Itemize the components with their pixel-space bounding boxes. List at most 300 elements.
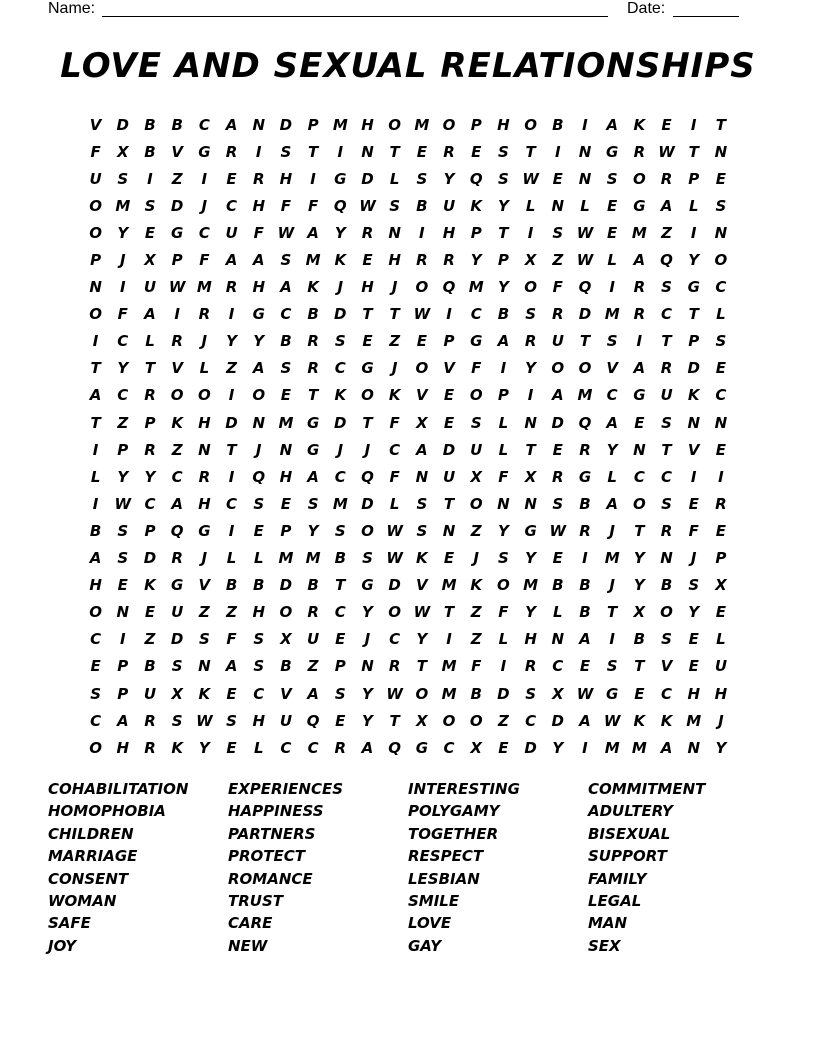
grid-letter: I (119, 278, 126, 297)
grid-letter: A (633, 251, 646, 270)
grid-letter: U (89, 169, 102, 188)
grid-letter: E (607, 223, 618, 242)
grid-letter: Q (252, 467, 266, 486)
grid-letter: O (361, 521, 374, 540)
grid-letter: B (579, 603, 591, 622)
grid-letter: F (688, 521, 699, 540)
grid-letter: E (688, 630, 699, 649)
grid-letter: J (391, 278, 398, 297)
grid-letter: R (144, 711, 156, 730)
grid-letter: O (524, 115, 537, 134)
word-list-item: BISEXUAL (588, 824, 671, 843)
grid-letter: O (252, 386, 266, 405)
grid-letter: L (716, 630, 726, 649)
word-list-item: POLYGAMY (408, 802, 500, 821)
grid-letter: Q (306, 711, 320, 730)
grid-letter: V (280, 684, 292, 703)
grid-letter: I (92, 494, 99, 513)
grid-letter: V (171, 142, 183, 161)
grid-letter: A (89, 549, 102, 568)
grid-letter: C (633, 467, 645, 486)
grid-letter: J (201, 332, 208, 351)
grid-letter: N (198, 657, 211, 676)
grid-letter: N (89, 278, 102, 297)
word-list-item: TRUST (228, 891, 283, 910)
grid-letter: Y (688, 251, 700, 270)
grid-letter: P (470, 223, 482, 242)
grid-letter: B (660, 576, 673, 595)
grid-letter: R (361, 223, 374, 242)
grid-letter: B (307, 305, 319, 324)
word-list-item: FAMILY (588, 869, 647, 888)
grid-letter: O (89, 738, 102, 757)
grid-letter: N (633, 440, 646, 459)
grid-letter: E (634, 413, 645, 432)
grid-letter: I (255, 142, 262, 161)
grid-letter: I (582, 115, 588, 134)
grid-letter: O (388, 603, 402, 622)
grid-letter: G (578, 467, 592, 486)
grid-letter: E (226, 738, 237, 757)
word-list-item: CARE (228, 914, 273, 933)
grid-letter: I (500, 359, 507, 378)
grid-letter: C (443, 738, 455, 757)
grid-letter: S (144, 196, 156, 215)
grid-letter: Z (307, 657, 319, 676)
grid-letter: A (280, 278, 292, 297)
grid-letter: U (470, 440, 483, 459)
grid-letter: A (225, 251, 238, 270)
grid-letter: W (386, 521, 403, 540)
grid-letter: S (606, 657, 618, 676)
grid-letter: Q (660, 251, 673, 270)
grid-letter: S (606, 169, 618, 188)
grid-letter: H (442, 223, 456, 242)
grid-letter: M (468, 278, 484, 297)
grid-letter: C (226, 196, 238, 215)
grid-letter: K (388, 386, 401, 405)
grid-letter: T (715, 115, 727, 134)
grid-letter: D (225, 413, 238, 432)
grid-letter: S (552, 494, 564, 513)
grid-letter: T (443, 494, 455, 513)
grid-letter: O (524, 278, 537, 297)
grid-letter: H (198, 494, 211, 513)
grid-letter: H (361, 278, 374, 297)
grid-letter: B (171, 115, 183, 134)
grid-letter: O (497, 576, 510, 595)
grid-letter: Y (117, 359, 129, 378)
grid-letter: O (89, 196, 102, 215)
grid-letter: K (416, 549, 428, 568)
grid-letter: P (307, 115, 319, 134)
grid-letter: S (171, 657, 183, 676)
grid-letter: Q (578, 413, 592, 432)
grid-letter: W (359, 196, 376, 215)
grid-letter: G (252, 305, 265, 324)
grid-letter: Y (253, 332, 265, 351)
grid-letter: I (228, 467, 235, 486)
grid-letter: W (386, 549, 403, 568)
grid-letter: W (114, 494, 132, 513)
grid-letter: F (389, 467, 400, 486)
grid-letter: U (442, 467, 456, 486)
grid-letter: B (307, 576, 319, 595)
grid-letter: I (609, 278, 615, 297)
grid-letter: A (171, 494, 183, 513)
grid-letter: A (579, 711, 591, 730)
name-blank-line (102, 0, 608, 17)
grid-letter: X (715, 576, 727, 595)
grid-letter: K (144, 576, 156, 595)
grid-letter: T (525, 142, 536, 161)
word-list-item: SAFE (48, 914, 91, 933)
grid-letter: I (690, 467, 697, 486)
grid-letter: Y (497, 196, 509, 215)
grid-letter: G (198, 142, 211, 161)
grid-letter: O (170, 386, 184, 405)
grid-letter: A (660, 738, 673, 757)
grid-letter: C (90, 711, 102, 730)
grid-letter: F (552, 278, 563, 297)
grid-letter: U (307, 630, 320, 649)
grid-letter: U (279, 711, 292, 730)
grid-letter: E (579, 657, 591, 676)
word-list-item: RESPECT (408, 847, 484, 866)
grid-letter: I (690, 115, 697, 134)
grid-letter: C (307, 738, 319, 757)
grid-letter: M (305, 549, 321, 568)
grid-letter: G (606, 684, 619, 703)
grid-letter: E (144, 603, 156, 622)
grid-letter: O (279, 603, 293, 622)
grid-letter: S (198, 630, 210, 649)
grid-letter: Y (198, 738, 210, 757)
grid-letter: W (576, 251, 594, 270)
word-list-item: EXPERIENCES (228, 780, 344, 798)
grid-letter: M (631, 223, 647, 242)
grid-letter: P (280, 521, 292, 540)
grid-letter: E (226, 169, 237, 188)
grid-letter: S (389, 196, 401, 215)
grid-letter: A (551, 386, 564, 405)
grid-letter: S (253, 494, 265, 513)
grid-letter: B (89, 521, 102, 540)
grid-letter: M (441, 657, 457, 676)
grid-letter: O (469, 711, 483, 730)
grid-letter: W (576, 684, 594, 703)
grid-letter: E (416, 332, 427, 351)
grid-letter: A (144, 305, 156, 324)
grid-letter: A (252, 251, 265, 270)
grid-letter: E (715, 440, 727, 459)
grid-letter: S (525, 684, 536, 703)
word-list-item: CONSENT (48, 869, 129, 888)
grid-letter: M (278, 413, 294, 432)
grid-letter: L (90, 467, 101, 486)
date-label: Date: (627, 0, 666, 17)
grid-letter: Z (171, 169, 183, 188)
grid-letter: Y (688, 603, 700, 622)
grid-letter: L (498, 630, 509, 649)
grid-letter: R (552, 305, 564, 324)
grid-letter: O (388, 115, 402, 134)
grid-letter: S (90, 684, 101, 703)
grid-letter: S (661, 278, 672, 297)
grid-letter: S (416, 494, 428, 513)
grid-letter: Z (470, 521, 482, 540)
grid-letter: T (90, 413, 101, 432)
grid-letter: N (415, 467, 429, 486)
grid-letter: S (117, 521, 129, 540)
grid-letter: M (332, 115, 348, 134)
grid-letter: S (362, 549, 373, 568)
grid-letter: A (660, 196, 673, 215)
grid-letter: S (661, 630, 672, 649)
word-list-item: WOMAN (48, 891, 117, 910)
grid-letter: A (89, 386, 102, 405)
grid-letter: F (471, 657, 482, 676)
grid-letter: C (661, 684, 673, 703)
grid-letter: L (199, 359, 210, 378)
grid-letter: D (170, 630, 184, 649)
word-search-grid (82, 111, 735, 761)
grid-letter: N (660, 549, 673, 568)
grid-letter: N (687, 738, 700, 757)
grid-letter: Y (416, 630, 428, 649)
grid-letter: I (310, 169, 316, 188)
grid-letter: Z (552, 251, 564, 270)
grid-letter: G (633, 386, 646, 405)
grid-letter: R (225, 278, 238, 297)
grid-letter: E (443, 549, 455, 568)
grid-letter: X (524, 251, 537, 270)
grid-letter: R (633, 278, 646, 297)
grid-letter: B (280, 332, 292, 351)
grid-letter: W (658, 142, 675, 161)
grid-letter: G (361, 576, 374, 595)
grid-letter: X (416, 413, 428, 432)
grid-letter: P (688, 169, 700, 188)
grid-letter: Z (389, 332, 401, 351)
grid-letter: N (714, 142, 728, 161)
grid-letter: S (117, 169, 129, 188)
grid-letter: I (92, 332, 99, 351)
word-list-item: NEW (228, 936, 268, 955)
grid-letter: B (253, 576, 265, 595)
grid-letter: S (606, 332, 618, 351)
grid-letter: H (497, 115, 510, 134)
grid-letter: T (416, 657, 427, 676)
grid-letter: N (116, 603, 130, 622)
grid-letter: C (715, 278, 727, 297)
grid-letter: E (634, 684, 645, 703)
grid-letter: Y (715, 738, 727, 757)
grid-letter: N (551, 630, 565, 649)
grid-letter: E (362, 251, 373, 270)
word-list-item: ADULTERY (588, 802, 673, 821)
grid-letter: I (419, 223, 425, 242)
word-list-item: PARTNERS (228, 824, 316, 843)
grid-letter: H (252, 278, 265, 297)
grid-letter: X (144, 251, 156, 270)
grid-letter: C (606, 386, 618, 405)
grid-letter: I (337, 142, 344, 161)
grid-letter: Y (497, 278, 509, 297)
grid-letter: R (660, 359, 673, 378)
grid-letter: B (280, 657, 292, 676)
grid-letter: K (470, 196, 483, 215)
grid-letter: I (582, 549, 588, 568)
grid-letter: O (415, 359, 429, 378)
grid-letter: A (225, 657, 238, 676)
grid-letter: P (334, 657, 346, 676)
grid-letter: N (714, 413, 728, 432)
grid-letter: Y (525, 359, 537, 378)
grid-letter: R (416, 251, 428, 270)
grid-letter: L (525, 196, 536, 215)
grid-letter: F (253, 223, 264, 242)
grid-letter: S (334, 332, 346, 351)
grid-letter: W (522, 169, 539, 188)
grid-letter: B (579, 494, 591, 513)
grid-letter: O (442, 711, 456, 730)
word-list-item: LEGAL (588, 891, 642, 910)
grid-letter: P (144, 413, 156, 432)
grid-letter: N (252, 115, 265, 134)
grid-letter: K (660, 711, 673, 730)
grid-letter: O (442, 115, 456, 134)
grid-letter: T (688, 142, 699, 161)
grid-letter: Y (633, 549, 645, 568)
grid-letter: W (168, 278, 186, 297)
grid-letter: S (334, 684, 346, 703)
grid-letter: S (661, 413, 672, 432)
grid-letter: I (446, 630, 452, 649)
grid-letter: C (90, 630, 102, 649)
grid-letter: X (524, 467, 537, 486)
grid-letter: B (144, 115, 156, 134)
grid-letter: J (718, 711, 724, 730)
grid-letter: P (443, 332, 455, 351)
grid-letter: O (632, 169, 646, 188)
grid-letter: R (633, 305, 646, 324)
grid-letter: W (549, 521, 567, 540)
grid-letter: D (143, 549, 157, 568)
word-list-item: MARRIAGE (48, 847, 138, 866)
grid-letter: E (552, 549, 563, 568)
grid-letter: T (307, 386, 319, 405)
grid-letter: A (307, 223, 319, 242)
grid-letter: E (443, 386, 455, 405)
grid-letter: O (361, 386, 374, 405)
word-list-item: LOVE (408, 914, 452, 933)
grid-letter: J (391, 359, 398, 378)
grid-letter: A (606, 115, 618, 134)
grid-letter: Q (442, 278, 456, 297)
grid-letter: Z (117, 413, 129, 432)
grid-letter: F (280, 196, 292, 215)
grid-letter: T (661, 332, 672, 351)
grid-letter: P (117, 684, 129, 703)
grid-letter: B (225, 576, 238, 595)
grid-letter: U (442, 196, 456, 215)
grid-letter: E (280, 494, 292, 513)
grid-letter: S (171, 711, 183, 730)
grid-letter: C (117, 332, 129, 351)
word-list-item: SEX (588, 936, 621, 955)
grid-letter: Y (362, 684, 373, 703)
grid-letter: R (307, 359, 319, 378)
grid-letter: Z (144, 630, 156, 649)
grid-letter: G (198, 521, 211, 540)
grid-letter: N (279, 440, 293, 459)
word-list-item: SUPPORT (588, 847, 667, 866)
grid-letter: P (688, 332, 700, 351)
grid-letter: G (633, 196, 646, 215)
grid-letter: X (551, 684, 564, 703)
grid-letter: U (143, 684, 157, 703)
grid-letter: H (89, 576, 102, 595)
grid-letter: S (688, 576, 700, 595)
grid-letter: R (171, 549, 183, 568)
grid-letter: I (92, 440, 99, 459)
grid-letter: R (252, 169, 265, 188)
grid-letter: R (388, 657, 401, 676)
grid-letter: P (117, 657, 129, 676)
grid-letter: Q (469, 169, 483, 188)
grid-letter: C (334, 603, 346, 622)
grid-letter: I (147, 169, 153, 188)
grid-letter: E (471, 142, 482, 161)
grid-letter: B (416, 196, 428, 215)
grid-letter: T (607, 603, 618, 622)
grid-letter: O (660, 603, 673, 622)
grid-letter: N (524, 413, 537, 432)
grid-letter: O (89, 603, 102, 622)
grid-letter: I (554, 142, 561, 161)
grid-letter: F (498, 603, 509, 622)
grid-letter: V (687, 440, 700, 459)
grid-letter: O (469, 494, 483, 513)
grid-letter: Y (117, 467, 129, 486)
grid-letter: S (280, 142, 292, 161)
grid-letter: R (198, 305, 211, 324)
grid-letter: H (252, 711, 265, 730)
grid-letter: N (442, 521, 456, 540)
grid-letter: S (334, 521, 346, 540)
word-list-item: MAN (588, 914, 628, 933)
grid-letter: R (660, 169, 673, 188)
grid-letter: Z (661, 223, 672, 242)
grid-letter: D (170, 196, 184, 215)
grid-letter: N (497, 494, 510, 513)
grid-letter: K (470, 576, 483, 595)
grid-letter: T (90, 359, 101, 378)
grid-letter: E (715, 603, 727, 622)
grid-letter: H (714, 684, 728, 703)
grid-letter: E (498, 738, 509, 757)
grid-letter: W (196, 711, 213, 730)
grid-letter: Z (470, 603, 482, 622)
grid-letter: N (361, 142, 374, 161)
grid-letter: W (576, 223, 594, 242)
grid-letter: Y (525, 603, 537, 622)
grid-letter: B (552, 576, 564, 595)
grid-letter: I (527, 223, 534, 242)
grid-letter: T (443, 603, 455, 622)
grid-letter: L (580, 196, 590, 215)
